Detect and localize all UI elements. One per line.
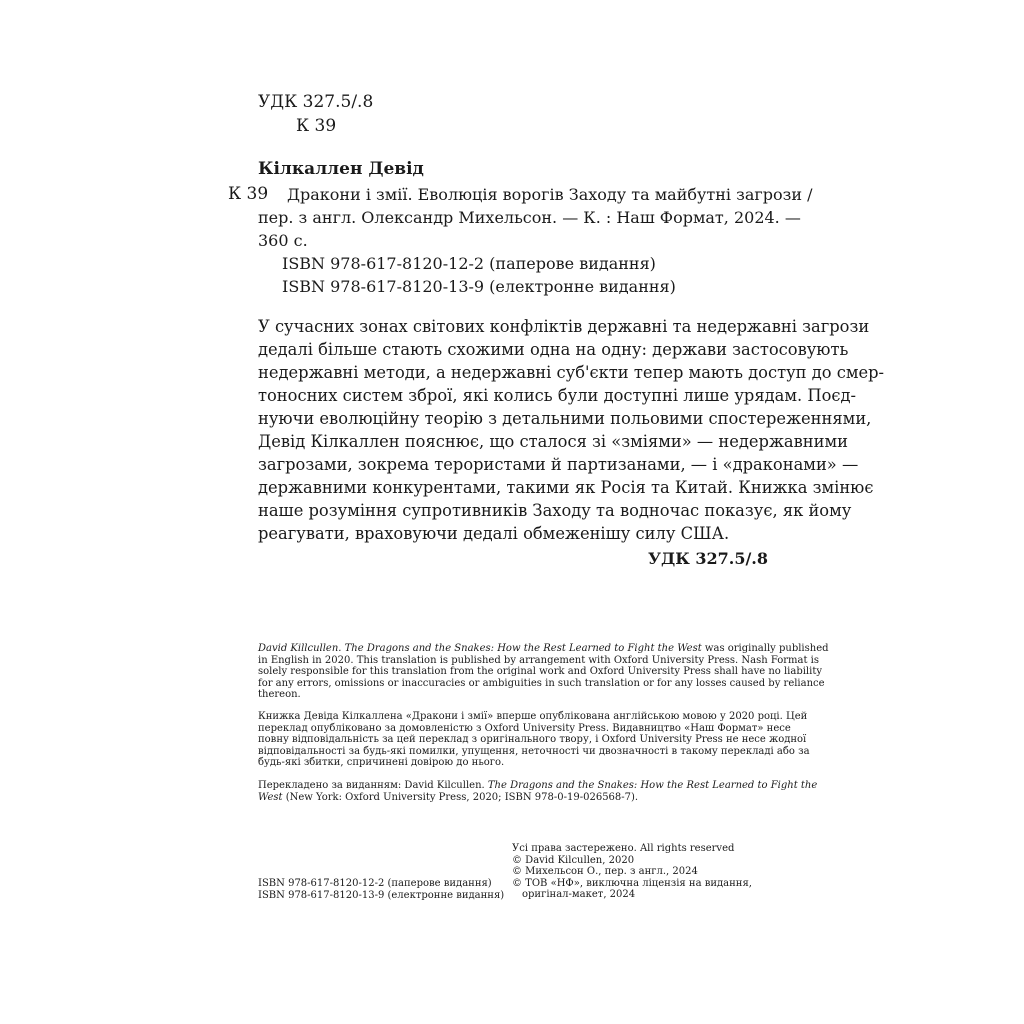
rights-line: © David Kilcullen, 2020	[512, 854, 635, 866]
annotation-line: Девід Кілкаллен пояснює, що сталося зі «зміями» — недержавними	[258, 432, 849, 451]
ukrainian-notice-line: відповідальності за будь-які помилки, упущення, неточності чи двозначності в такому перекладі або за	[258, 745, 810, 757]
english-notice-text: was originally published	[701, 643, 829, 654]
source-title-end: West	[258, 791, 283, 803]
ukrainian-notice-line: Книжка Девіда Кілкаллена «Дракони і змії» вперше опублікована англійською мовою у 2020 році. Цей	[258, 711, 808, 722]
annotation-line: дедалі більше стають схожими одна на одну: держави застосовують	[258, 340, 849, 359]
annotation-line: недержавні методи, а недержавні суб'єкти тепер мають доступ до смер-	[258, 363, 885, 382]
translation-prefix: Перекладено за виданням: David Kilcullen.	[258, 780, 488, 791]
ukrainian-notice	[258, 711, 810, 769]
isbn-paper: ISBN 978-617-8120-12-2 (паперове видання)	[282, 254, 656, 273]
author-heading: Кілкаллен Девід	[258, 159, 424, 179]
english-notice-line: for any errors, omissions or inaccuracies or ambiguities in such translation or for any losses caused by reliance	[258, 677, 825, 689]
ukrainian-notice-line: переклад опубліковано за домовленістю з Oxford University Press. Видавництво «Наш Формат» несе	[258, 722, 791, 734]
ukrainian-notice-line: будь-які збитки, спричинені довірою до нього.	[258, 757, 505, 768]
source-title: The Dragons and the Snakes: How the Rest Learned to Fight the	[487, 780, 818, 791]
rights-line: © Михельсон О., пер. з англ., 2024	[512, 866, 698, 877]
annotation-line: У сучасних зонах світових конфліктів державні та недержавні загрози	[258, 317, 870, 336]
udk-code-top: УДК 327.5/.8	[258, 92, 374, 112]
isbn-block-bottom	[258, 878, 504, 901]
isbn-paper-bottom: ISBN 978-617-8120-12-2 (паперове видання)	[258, 878, 492, 889]
isbn-electronic-bottom: ISBN 978-617-8120-13-9 (електронне видання)	[258, 889, 505, 901]
translation-source-line	[258, 792, 770, 804]
annotation	[258, 315, 885, 545]
annotation-line: державними конкурентами, такими як Росія та Китай. Книжка змінює	[258, 478, 874, 497]
biblio-line: пер. з англ. Олександр Михельсон. — К. : Наш Формат, 2024. —	[258, 208, 801, 227]
annotation-line: нуючи еволюційну теорію з детальними польовими спостереженнями,	[258, 409, 872, 428]
rights-block	[512, 843, 752, 901]
english-notice	[258, 643, 829, 701]
ukrainian-notice-line: повну відповідальність за цей переклад з оригінального твору, і Oxford University Press не несе жодної	[258, 734, 807, 745]
translation-source-line	[258, 780, 818, 792]
english-notice-line	[258, 643, 829, 655]
rights-line: Усі права застережено. All rights reserved	[512, 843, 735, 854]
annotation-line: тоносних систем зброї, які колись були доступні лише урядам. Поєд-	[258, 386, 857, 405]
english-notice-line: in English in 2020. This translation is published by arrangement with Oxford University Press. Nash Format is	[258, 654, 820, 666]
english-notice-line: thereon.	[258, 689, 301, 700]
annotation-line: реагувати, враховуючи дедалі обмеженішу силу США.	[258, 524, 730, 543]
annotation-line: загрозами, зокрема терористами й партизанами, — і «драконами» —	[258, 455, 859, 474]
translation-source	[258, 780, 818, 803]
biblio-line: Дракони і змії. Еволюція ворогів Заходу та майбутні загрози /	[287, 185, 813, 204]
english-notice-line: solely responsible for this translation from the original work and Oxford University Press shall have no liability	[258, 666, 822, 677]
annotation-line: наше розуміння супротивників Заходу та водночас показує, як йому	[258, 501, 852, 520]
author-sign-left: К 39	[228, 184, 269, 204]
rights-line: © ТОВ «НФ», виключна ліцензія на видання,	[512, 877, 752, 889]
original-title: David Killcullen. The Dragons and the Snakes: How the Rest Learned to Fight the West	[258, 643, 702, 654]
isbn-electronic: ISBN 978-617-8120-13-9 (електронне видання)	[282, 277, 676, 296]
author-sign-top: К 39	[296, 116, 337, 136]
bibliographic-description	[258, 183, 813, 298]
biblio-line: 360 с.	[258, 231, 308, 250]
udk-code-bottom: УДК 327.5/.8	[648, 549, 768, 568]
rights-line: оригінал-макет, 2024	[522, 889, 636, 900]
translation-suffix: (New York: Oxford University Press, 2020; ISBN 978-0-19-026568-7).	[282, 791, 639, 803]
